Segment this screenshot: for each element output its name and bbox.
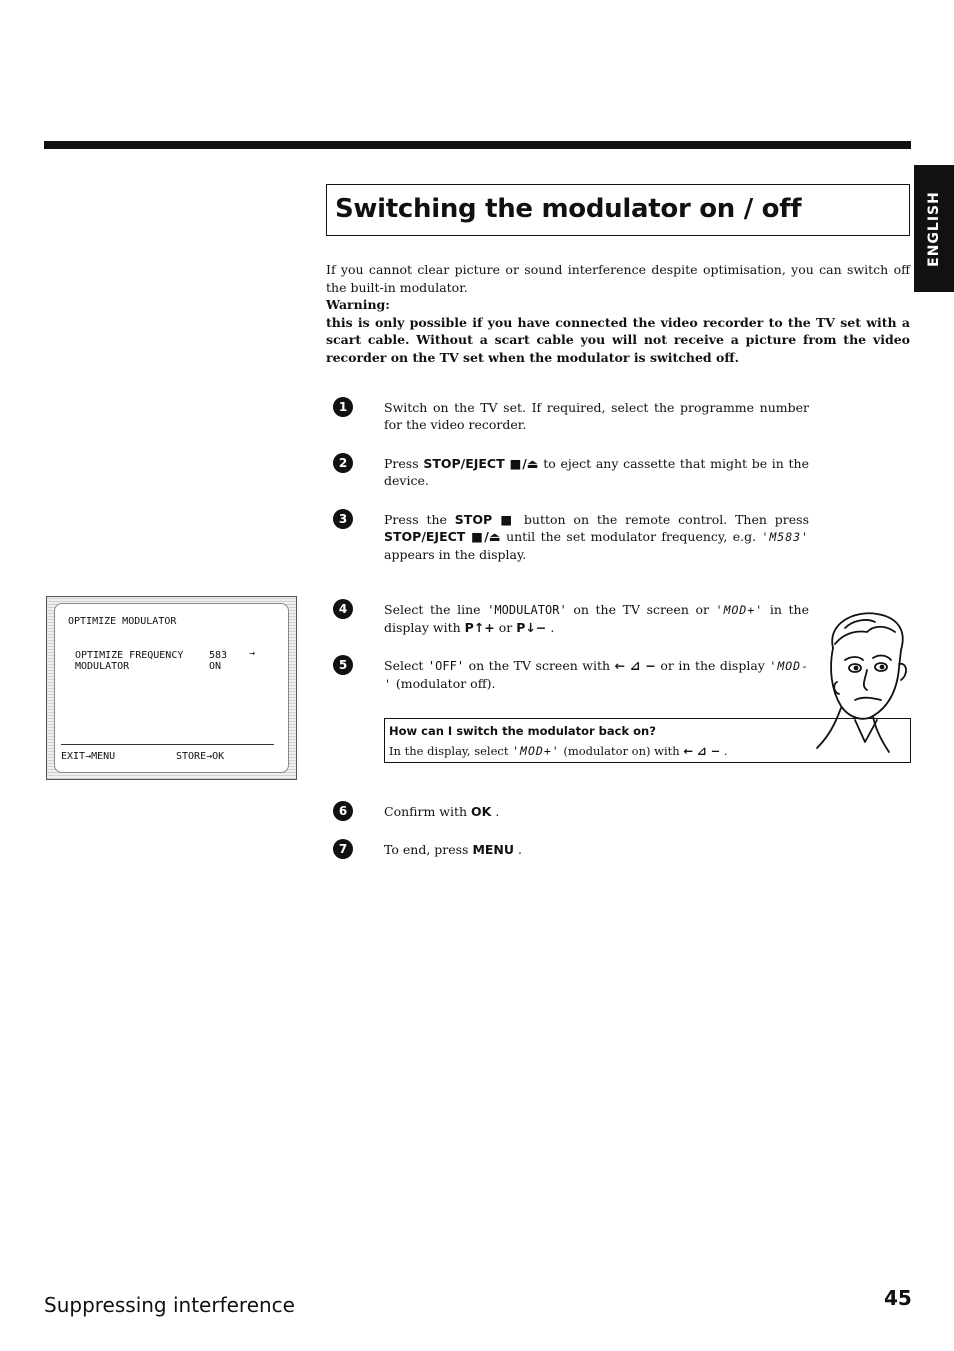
step-1-number: 1 [333, 397, 353, 417]
p-up-key: P↑+ [464, 620, 495, 635]
step-6-number: 6 [333, 801, 353, 821]
tv-menu-row1-label: OPTIMIZE FREQUENCY [75, 650, 184, 661]
step-3-post: appears in the display. [384, 547, 527, 562]
step-7-number: 7 [333, 839, 353, 859]
warning-label: Warning: [326, 297, 390, 312]
arrow-right-icon: → [249, 648, 256, 659]
left-slope-minus-icon: ← ⊿ − [683, 744, 721, 758]
language-tab [914, 165, 954, 292]
step-5-post: (modulator off). [395, 676, 496, 691]
step-6-text [384, 803, 809, 820]
section-footer: Suppressing interference [44, 1293, 295, 1317]
tip-mid: (modulator on) with [563, 744, 680, 758]
step-4-or: or [498, 620, 513, 635]
menu-key: MENU [472, 842, 515, 857]
top-rule [44, 141, 911, 149]
stop-eject-key: STOP/EJECT ■/⏏ [384, 529, 501, 544]
step-4-post: . [550, 620, 555, 635]
tip-post: . [723, 744, 728, 758]
page-title: Switching the modulator on / off [335, 194, 802, 224]
page-number: 45 [884, 1286, 912, 1310]
ok-key: OK [471, 804, 492, 819]
title-box [326, 184, 910, 236]
osd-text: 'MODULATOR' [487, 603, 567, 617]
step-5-number: 5 [333, 655, 353, 675]
step-7-pre: To end, press [384, 842, 469, 857]
tip-text [389, 744, 728, 758]
tv-menu-divider [61, 744, 274, 745]
step-7-text [384, 841, 809, 858]
step-5-pre: Select [384, 658, 424, 673]
step-3-mid: button on the remote control. Then press [523, 512, 809, 527]
step-7-post: . [518, 842, 523, 857]
intro-block [326, 261, 910, 366]
step-4-pre: Select the line [384, 602, 481, 617]
tv-menu-row1-value: 583 [209, 650, 228, 661]
tv-screen-illustration [46, 596, 297, 780]
step-3-mid2: until the set modulator frequency, e.g. [506, 529, 757, 544]
step-4-mid: on the TV screen or [573, 602, 710, 617]
step-4-number: 4 [333, 599, 353, 619]
display-readout: 'M583' [761, 530, 809, 544]
warning-text: this is only possible if you have connected the video recorder to the TV set with a scart cable. Without a scart cable you will not receive a picture from the video recorder on the TV set when the modulator is switched off. [326, 314, 910, 365]
display-readout: 'MOD+' [512, 744, 560, 758]
stop-key: STOP ■ [454, 512, 517, 527]
tv-screen-menu [54, 603, 289, 773]
left-slope-minus-icon: ← ⊿ − [614, 658, 656, 673]
stop-eject-key: STOP/EJECT ■/⏏ [423, 456, 539, 471]
step-5-mid2: or in the display [660, 658, 765, 673]
step-5-text [384, 657, 809, 693]
step-6-pre: Confirm with [384, 804, 468, 819]
intro-text: If you cannot clear picture or sound interference despite optimisation, you can switch off the built-in modulator. [326, 262, 910, 295]
step-2-pre: Press [384, 456, 419, 471]
step-3-text [384, 511, 809, 563]
step-5-mid: on the TV screen with [468, 658, 611, 673]
step-6-post: . [495, 804, 500, 819]
step-1-content: Switch on the TV set. If required, select the programme number for the video recorder. [384, 400, 809, 432]
step-3-pre: Press the [384, 512, 447, 527]
step-2-number: 2 [333, 453, 353, 473]
step-4-text [384, 601, 809, 636]
tip-pre: In the display, select [389, 744, 509, 758]
tv-menu-row2-label: MODULATOR [75, 661, 130, 672]
step-3-number: 3 [333, 509, 353, 529]
display-readout: 'MOD-' [384, 659, 810, 691]
tip-title: How can I switch the modulator back on? [389, 724, 656, 738]
tip-box [384, 718, 911, 763]
tv-menu-row2-value: ON [209, 661, 222, 672]
p-down-key: P↓− [516, 620, 547, 635]
tv-menu-heading: OPTIMIZE MODULATOR [68, 616, 177, 627]
osd-text: 'OFF' [427, 659, 465, 673]
step-4-mid2: in the display with [384, 602, 809, 635]
step-2-post: to eject any cassette that might be in the device. [384, 456, 809, 488]
tv-menu-exit-hint: EXIT→MENU [61, 751, 116, 762]
language-tab-label: ENGLISH [926, 190, 942, 267]
step-1-text [384, 399, 809, 433]
display-readout: 'MOD+' [715, 603, 764, 617]
step-2-text [384, 455, 809, 489]
tv-menu-store-hint: STORE→OK [176, 751, 225, 762]
